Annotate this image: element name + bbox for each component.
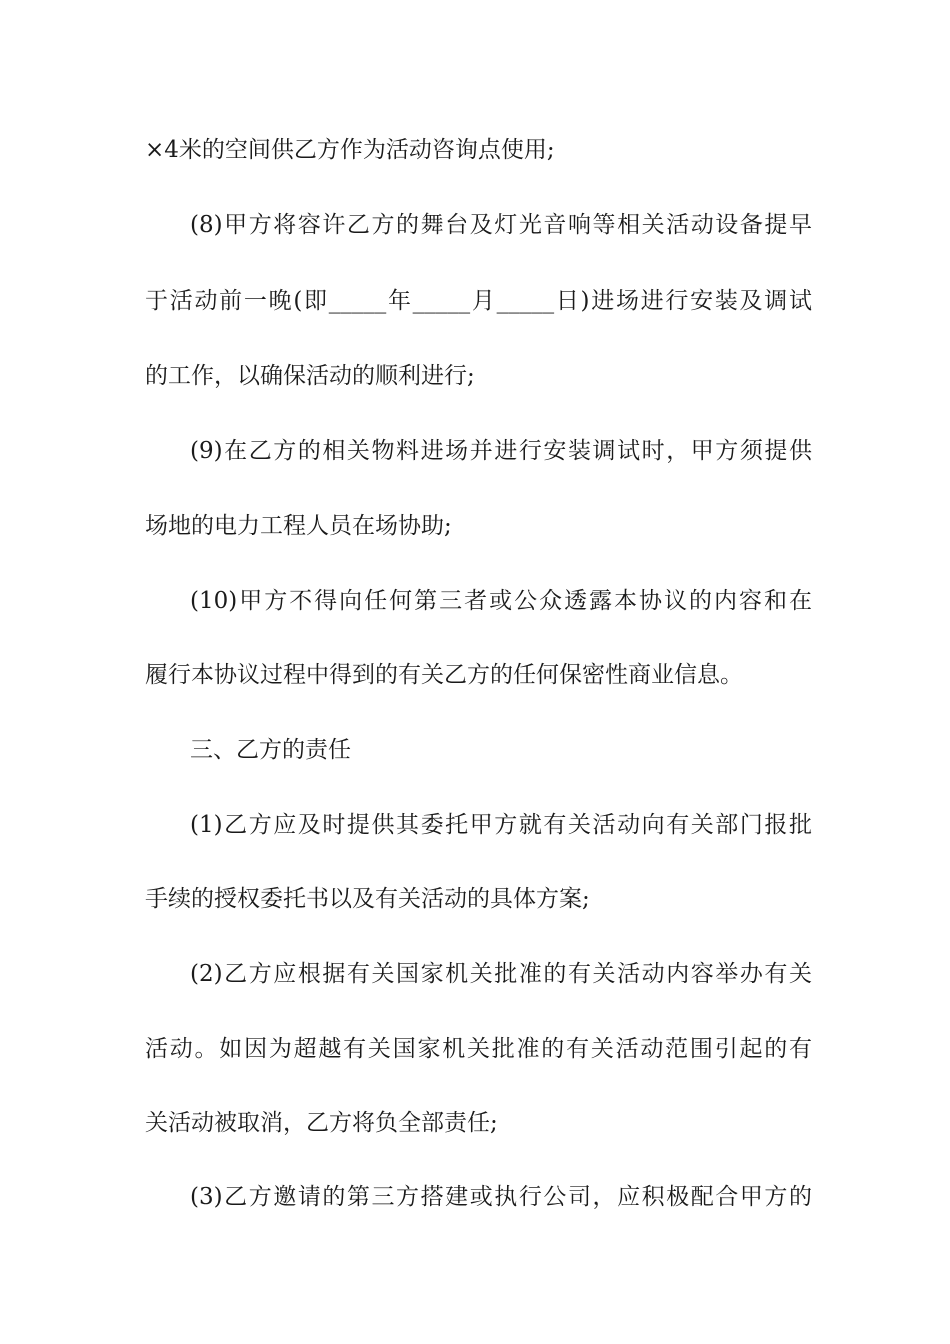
text-line: (1)乙方应及时提供其委托甲方就有关活动向有关部门报批 xyxy=(190,812,812,838)
text-line: 于活动前一晚(即_____年_____月_____日)进场进行安装及调试 xyxy=(145,288,812,314)
text-line: 关活动被取消，乙方将负全部责任; xyxy=(145,1110,498,1136)
text-line: (3)乙方邀请的第三方搭建或执行公司，应积极配合甲方的 xyxy=(190,1184,812,1210)
text-line: 手续的授权委托书以及有关活动的具体方案; xyxy=(145,886,590,912)
text-line: 履行本协议过程中得到的有关乙方的任何保密性商业信息。 xyxy=(145,662,743,688)
text-line: (8)甲方将容许乙方的舞台及灯光音响等相关活动设备提早 xyxy=(190,212,812,238)
text-line: 活动。如因为超越有关国家机关批准的有关活动范围引起的有 xyxy=(145,1036,812,1062)
text-line: 的工作，以确保活动的顺利进行; xyxy=(145,363,475,389)
text-line: (10)甲方不得向任何第三者或公众透露本协议的内容和在 xyxy=(190,588,812,614)
text-line: ×4米的空间供乙方作为活动咨询点使用; xyxy=(145,137,555,163)
text-line: 场地的电力工程人员在场协助; xyxy=(145,513,452,539)
section-heading: 三、乙方的责任 xyxy=(190,737,351,763)
text-line: (9)在乙方的相关物料进场并进行安装调试时，甲方须提供 xyxy=(190,438,812,464)
text-line: (2)乙方应根据有关国家机关批准的有关活动内容举办有关 xyxy=(190,961,812,987)
